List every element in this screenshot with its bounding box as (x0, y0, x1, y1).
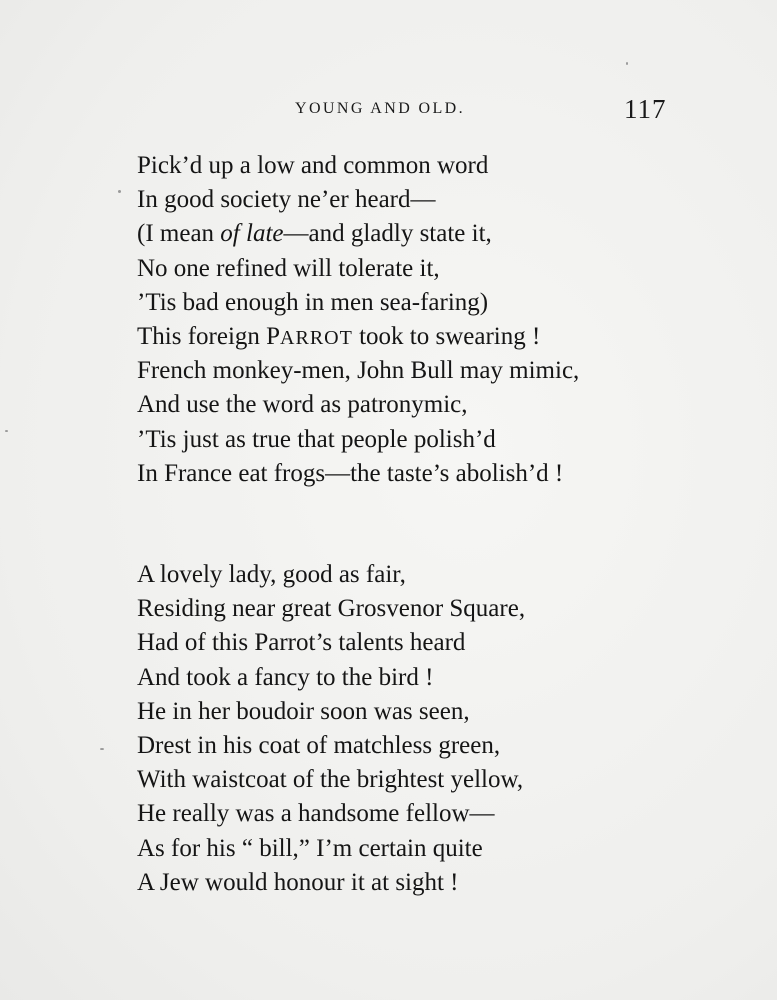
poem-text: took to swearing ! (352, 322, 541, 350)
poem-text: (I mean (137, 220, 221, 248)
poem-line: French monkey-men, John Bull may mimic, (137, 357, 580, 385)
poem-line: He in her boudoir soon was seen, (137, 697, 470, 725)
poem-line: And use the word as patronymic, (137, 391, 468, 419)
running-title: YOUNG AND OLD. (295, 100, 466, 117)
poem-line: Drest in his coat of matchless green, (137, 731, 501, 759)
paper-speck (5, 430, 8, 432)
small-caps-initial: P (266, 322, 281, 350)
poem-line: As for his “ bill,” I’m certain quite (137, 834, 483, 862)
running-head (0, 96, 777, 126)
poem-line: In France eat frogs—the taste’s abolish’d ! (137, 459, 564, 487)
stanza-2 (137, 558, 525, 900)
poem-line (137, 320, 579, 354)
poem-text: —and gladly state it, (283, 220, 492, 248)
poem-italic-text: of late (220, 220, 284, 248)
page-number: 117 (624, 94, 667, 124)
paper-speck (626, 62, 628, 65)
poem-line: In good society ne’er heard— (137, 186, 436, 214)
poem-line: He really was a handsome fellow— (137, 800, 495, 828)
paper-speck (100, 748, 104, 750)
poem-line: ’Tis just as true that people polish’d (137, 425, 496, 453)
poem-line: Pick’d up a low and common word (137, 152, 489, 179)
poem-text: This foreign (137, 322, 267, 350)
poem-line: ’Tis bad enough in men sea-faring) (137, 288, 489, 316)
poem-line: Residing near great Grosvenor Square, (137, 595, 526, 623)
poem-line: No one refined will tolerate it, (137, 254, 440, 282)
poem-line: A Jew would honour it at sight ! (137, 868, 459, 896)
small-caps-text: ARROT (280, 326, 353, 349)
stanza-1 (137, 149, 579, 491)
poem-line: A lovely lady, good as fair, (137, 561, 406, 588)
paper-speck (118, 190, 121, 193)
poem-line: With waistcoat of the brightest yellow, (137, 766, 524, 794)
poem-line: Had of this Parrot’s talents heard (137, 629, 466, 657)
poem-line (137, 217, 579, 251)
poem-line: And took a fancy to the bird ! (137, 663, 434, 691)
